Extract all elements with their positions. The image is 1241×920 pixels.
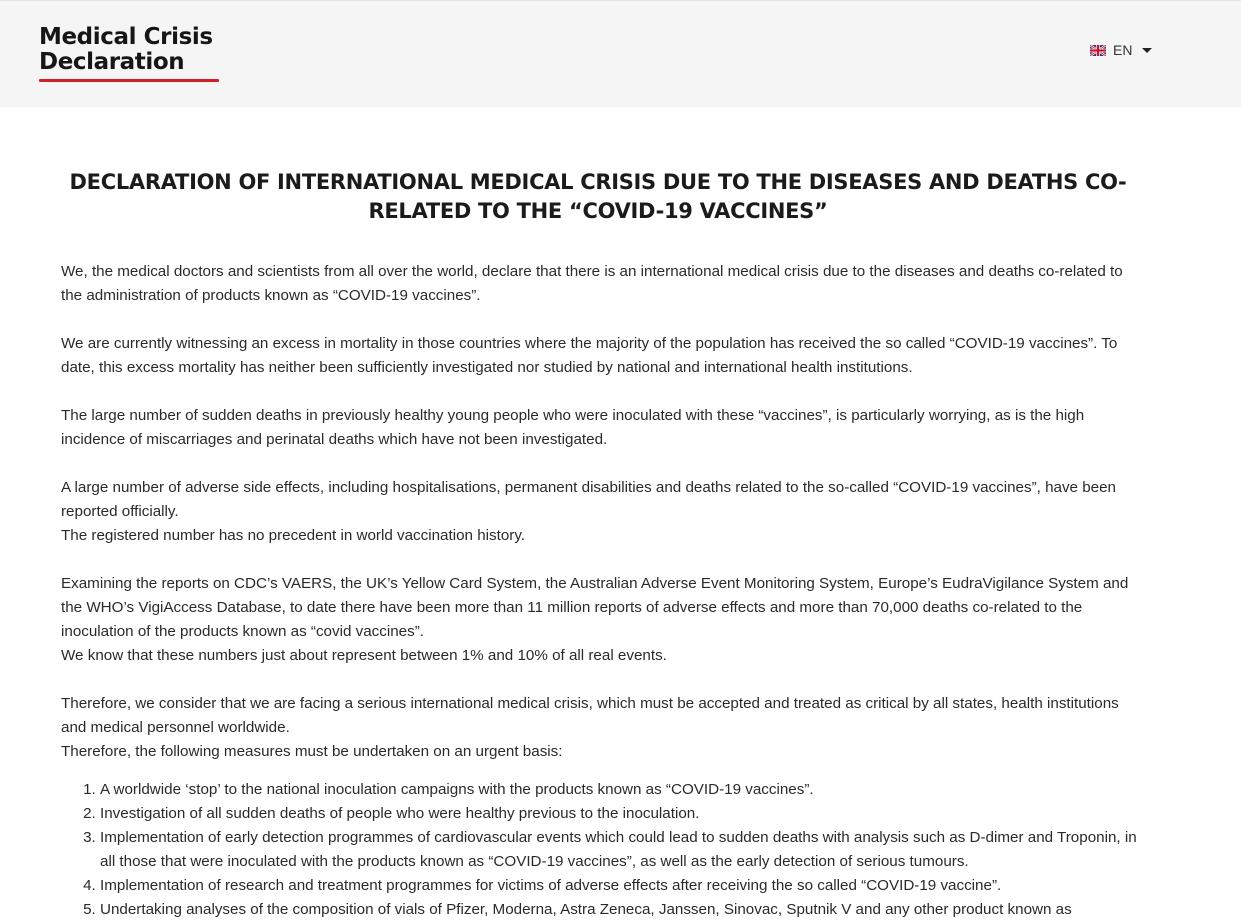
paragraph-line: We know that these numbers just about represent between 1% and 10% of all real events.	[61, 647, 667, 664]
paragraph	[61, 572, 1141, 668]
list-item: 4. Implementation of research and treatment programmes for victims of adverse effects after receiving the so called “COVID-19 vaccine”.	[100, 874, 1141, 898]
chevron-down-icon	[1142, 48, 1152, 53]
list-item: 2. Investigation of all sudden deaths of people who were healthy previous to the inoculation.	[100, 802, 1141, 826]
language-code: EN	[1113, 42, 1133, 58]
paragraph	[61, 476, 1141, 548]
paragraph-line: We, the medical doctors and scientists from all over the world, declare that there is an international medical crisis due to the diseases and deaths co-related to the administration of products known as “COVID-19 vaccines”.	[61, 263, 1123, 304]
paragraph-line: Therefore, the following measures must be undertaken on an urgent basis:	[61, 743, 563, 760]
list-item: 3. Implementation of early detection programmes of cardiovascular events which could lead to sudden deaths with analysis such as D-dimer and Troponin, in all those that were inoculated with the products known as “COVID-19 vaccines”, as well as the early detection of serious tumours.	[100, 826, 1141, 874]
measures-list	[61, 778, 1141, 920]
uk-flag-icon	[1090, 45, 1106, 56]
list-item: 1. A worldwide ‘stop’ to the national inoculation campaigns with the products known as “COVID-19 vaccines”.	[100, 778, 1141, 802]
logo-line-1: Medical Crisis	[39, 24, 213, 50]
paragraph-line: Therefore, we consider that we are facing a serious international medical crisis, which must be accepted and treated as critical by all states, health institutions and medical personnel worldwide.	[61, 695, 1119, 736]
language-selector[interactable]	[1090, 41, 1152, 59]
paragraph	[61, 692, 1141, 764]
site-header	[0, 0, 1241, 107]
paragraph-line: Examining the reports on CDC’s VAERS, the UK’s Yellow Card System, the Australian Adverse Event Monitoring System, Europe’s EudraVigilance System and the WHO’s VigiAccess Database, to date there have been more than 11 million reports of adverse effects and more than 70,000 deaths co-related to the inoculation of the products known as “covid vaccines”.	[61, 575, 1129, 640]
paragraph	[61, 404, 1141, 452]
paragraph	[61, 260, 1141, 308]
paragraph-line: We are currently witnessing an excess in mortality in those countries where the majority of the population has received the so called “COVID-19 vaccines”. To date, this excess mortality has neither been sufficiently investigated nor studied by national and international health institutions.	[61, 335, 1118, 376]
logo-line-2: Declaration	[39, 49, 185, 75]
paragraph-line: The registered number has no precedent in world vaccination history.	[61, 527, 526, 544]
declaration-body	[61, 260, 1141, 920]
paragraph	[61, 332, 1141, 380]
site-logo[interactable]	[39, 25, 221, 82]
list-item: 5. Undertaking analyses of the composition of vials of Pfizer, Moderna, Astra Zeneca, Janssen, Sinovac, Sputnik V and any other product known as	[100, 898, 1141, 920]
paragraph-line: A large number of adverse side effects, including hospitalisations, permanent disabilities and deaths related to the so-called “COVID-19 vaccines”, have been reported officially.	[61, 479, 1117, 520]
page-title: DECLARATION OF INTERNATIONAL MEDICAL CRISIS DUE TO THE DISEASES AND DEATHS CO-RELATED TO THE “COVID-19 VACCINES”	[69, 170, 1127, 223]
logo-underline	[39, 79, 219, 82]
paragraph-line: The large number of sudden deaths in previously healthy young people who were inoculated with these “vaccines”, is particularly worrying, as is the high incidence of miscarriages and perinatal deaths which have not been investigated.	[61, 407, 1085, 448]
